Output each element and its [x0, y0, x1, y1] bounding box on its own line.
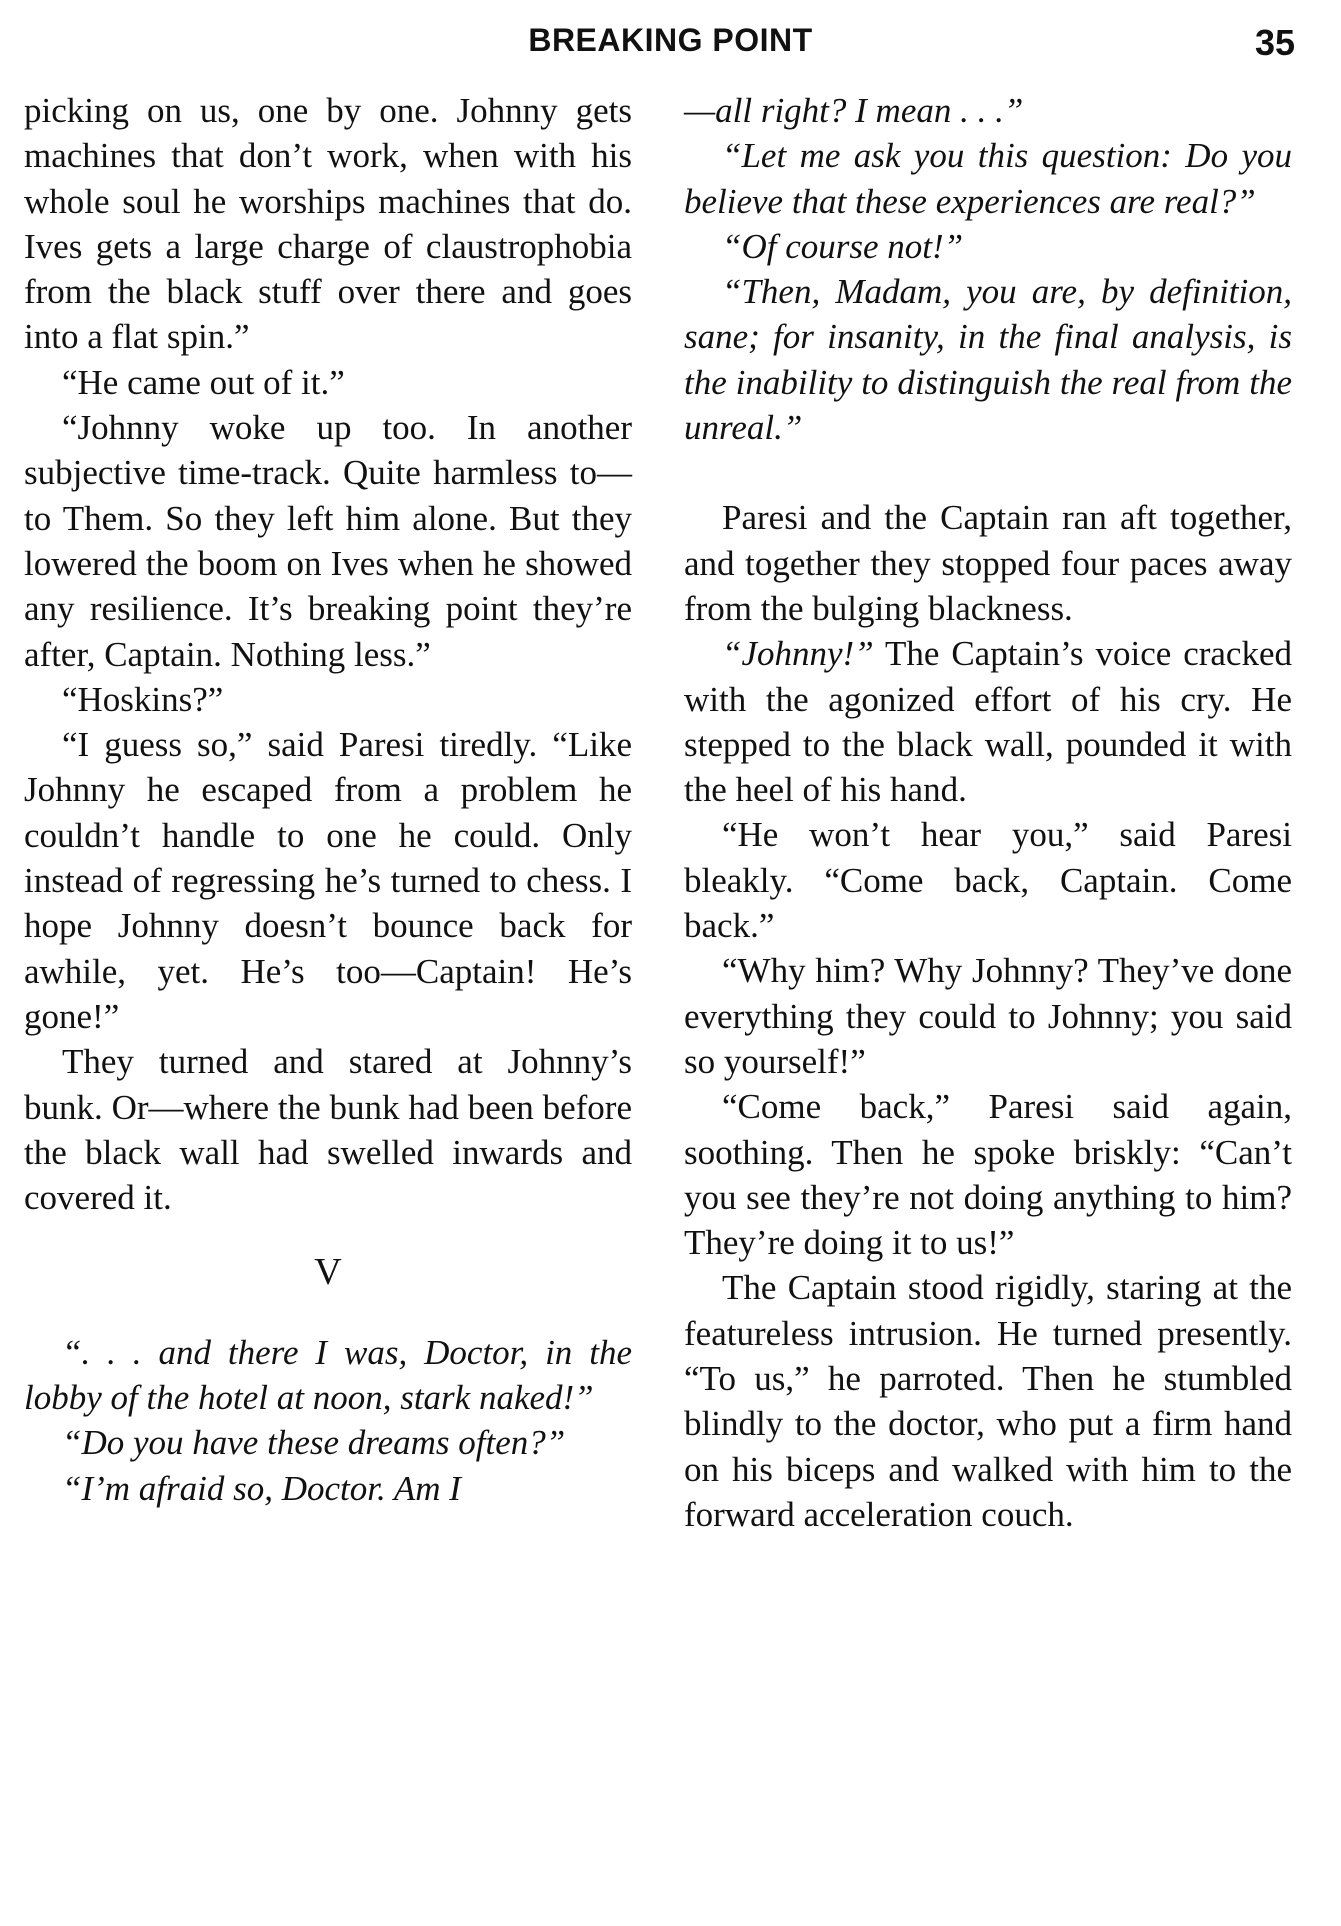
paragraph: “Hoskins?”	[62, 679, 224, 719]
paragraph: “Johnny woke up too. In another subjective time-track. Quite harmless to—to Them. So they left him alone. But they lowered the boom on Ives when he showed any resilience. It’s breaking point they’re after, Captain. Nothing less.”	[24, 408, 632, 674]
dream-paragraph: “. . . and there I was, Doctor, in the lobby of the hotel at noon, stark naked!”	[24, 1332, 632, 1418]
paragraph: picking on us, one by one. Johnny gets machines that don’t work, when with his whole soul he worships machines that do. Ives gets a large charge of claustrophobia from the black stuff over there and goes into a flat spin.”	[24, 91, 632, 357]
paragraph: “Come back,” Paresi said again, soothing. Then he spoke briskly: “Can’t you see they’re not doing anything to him? They’re doing it to us!”	[684, 1087, 1292, 1263]
left-column	[24, 88, 632, 1511]
paragraph: Paresi and the Captain ran aft together, and together they stopped four paces away from the bulging blackness.	[684, 498, 1292, 628]
paragraph: “Why him? Why Johnny? They’ve done everything they could to Johnny; you said so yourself!”	[684, 951, 1292, 1081]
paragraph: They turned and stared at Johnny’s bunk. Or—where the bunk had been before the black wall had swelled inwards and covered it.	[24, 1042, 632, 1218]
paragraph: “He came out of it.”	[62, 362, 345, 402]
dream-paragraph: —all right? I mean . . .”	[684, 91, 1024, 130]
paragraph: “I guess so,” said Paresi tiredly. “Like Johnny he escaped from a problem he couldn’t handle to one he could. Only instead of regressing he’s turned to chess. I hope Johnny doesn’t bounce back for awhile, yet. He’s too—Captain! He’s gone!”	[24, 725, 632, 1036]
dream-paragraph: “Of course not!”	[722, 226, 964, 266]
page-header	[0, 22, 1341, 72]
johnny-cry: “Johnny!”	[722, 634, 874, 674]
paragraph	[684, 631, 1292, 812]
section-number: V	[314, 1251, 342, 1294]
paragraph: “He won’t hear you,” said Paresi bleakly. “Come back, Captain. Come back.”	[684, 815, 1292, 946]
paragraph-text: The Captain’s voice cracked with the agonized effort of his cry. He stepped to the black wall, pounded it with the heel of his hand.	[684, 634, 1292, 810]
running-title: BREAKING POINT	[528, 22, 813, 58]
right-column	[684, 88, 1292, 1537]
dream-paragraph: “Let me ask you this question: Do you believe that these experiences are real?”	[684, 136, 1292, 221]
dream-paragraph: “Do you have these dreams often?”	[62, 1423, 566, 1463]
paragraph: The Captain stood rigidly, staring at the featureless intrusion. He turned presently. “To us,” he parroted. Then he stumbled blindly to the doctor, who put a firm hand on his biceps and walked with him to the forward acceleration couch.	[684, 1268, 1292, 1534]
dream-paragraph: “Then, Madam, you are, by definition, sane; for insanity, in the final analysis, is the inability to distinguish the real from the unreal.”	[684, 272, 1292, 448]
dream-paragraph: “I’m afraid so, Doctor. Am I	[62, 1468, 461, 1508]
page-number: 35	[1254, 22, 1295, 63]
